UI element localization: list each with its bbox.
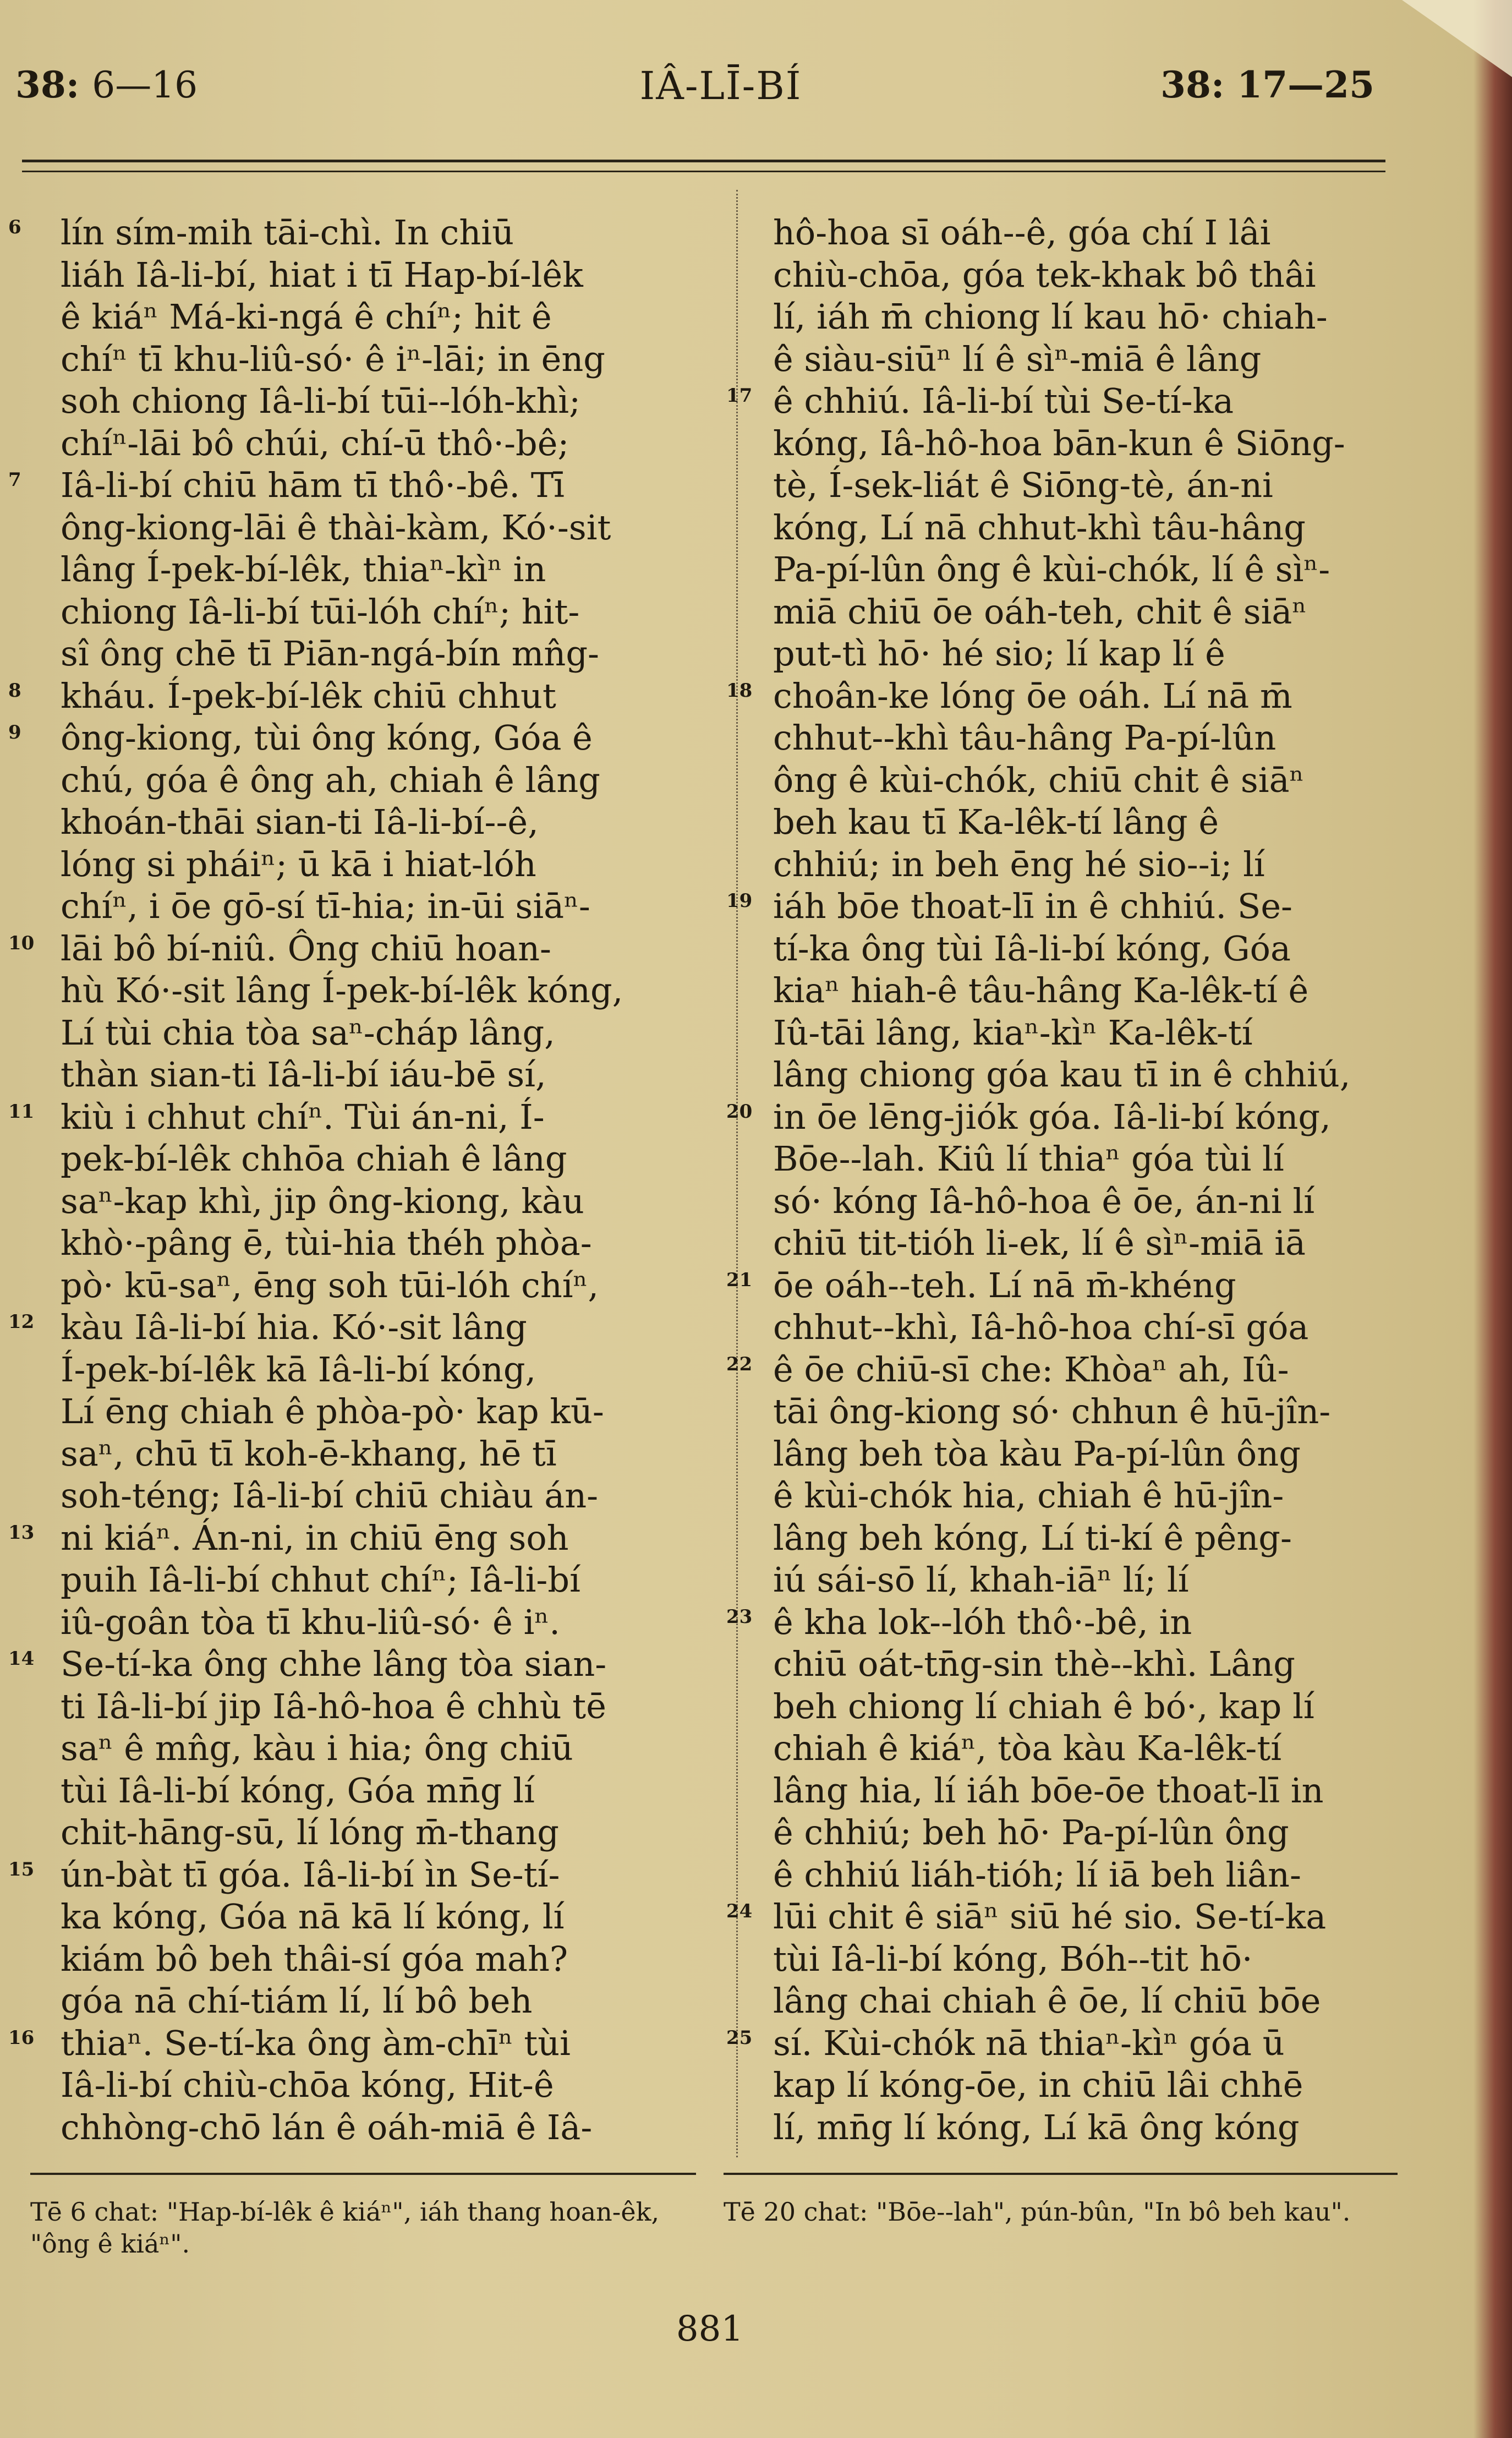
text-line: lóng si pháiⁿ; ū kā i hiat-lóh: [61, 844, 536, 884]
text-line: lín sím-mih tāi-chì. In chiū: [61, 212, 514, 253]
page-edge: [1473, 0, 1512, 2438]
text-line: saⁿ, chū tī koh-ē-khang, hē tī: [61, 1433, 557, 1474]
verse-number: 10: [8, 932, 35, 954]
text-line: chhut--khì tâu-hâng Pa-pí-lûn: [773, 718, 1277, 758]
text-line: lâng chai chiah ê ōe, lí chiū bōe: [773, 1981, 1321, 2021]
text-line: put-tì hō· hé sio; lí kap lí ê: [773, 633, 1225, 674]
verse-number: 18: [726, 679, 753, 702]
text-line: kap lí kóng-ōe, in chiū lâi chhē: [773, 2065, 1303, 2105]
verse-number: 13: [8, 1521, 35, 1544]
text-line: chíⁿ-lāi bô chúi, chí-ū thô·-bê;: [61, 423, 569, 463]
text-line: Lí ēng chiah ê phòa-pò· kap kū-: [61, 1391, 604, 1431]
text-line: hù Kó·-sit lâng Í-pek-bí-lêk kóng,: [61, 970, 623, 1010]
text-line: tè, Í-sek-liát ê Siōng-tè, án-ni: [773, 465, 1273, 505]
verse-number: 17: [726, 385, 753, 407]
verse-number: 22: [726, 1353, 753, 1375]
header-right-reference: 38: 17—25: [1160, 63, 1374, 106]
left-text-column: [8, 212, 693, 2149]
running-header: [0, 63, 1512, 124]
text-line: lāi bô bí-niû. Ông chiū hoan-: [61, 928, 552, 969]
text-line: ông ê kùi-chók, chiū chit ê siāⁿ: [773, 759, 1305, 800]
text-line: ê chhiú; beh hō· Pa-pí-lûn ông: [773, 1812, 1289, 1852]
text-line: in ōe lēng-jiók góa. Iâ-li-bí kóng,: [773, 1096, 1331, 1137]
text-line: ka kóng, Góa nā kā lí kóng, lí: [61, 1896, 565, 1937]
text-line: beh kau tī Ka-lêk-tí lâng ê: [773, 802, 1219, 842]
text-line: lūi chit ê siāⁿ siū hé sio. Se-tí-ka: [773, 1896, 1327, 1937]
text-line: lâng beh tòa kàu Pa-pí-lûn ông: [773, 1433, 1301, 1474]
text-line: lâng hia, lí iáh bōe-ōe thoat-lī in: [773, 1770, 1324, 1811]
text-line: kháu. Í-pek-bí-lêk chiū chhut: [61, 675, 556, 716]
right-text-column: [726, 212, 1395, 2149]
column-divider: [736, 190, 738, 2157]
text-line: chíⁿ, i ōe gō-sí tī-hia; in-ūi siāⁿ-: [61, 886, 590, 926]
text-line: miā chiū ōe oáh-teh, chit ê siāⁿ: [773, 591, 1307, 632]
header-left-range: 6—16: [92, 64, 198, 106]
text-line: só· kóng Iâ-hô-hoa ê ōe, án-ni lí: [773, 1180, 1315, 1221]
text-line: ti Iâ-li-bí jip Iâ-hô-hoa ê chhù tē: [61, 1686, 606, 1726]
text-line: tùi Iâ-li-bí kóng, Góa mn̄g lí: [61, 1770, 535, 1811]
text-line: chhut--khì, Iâ-hô-hoa chí-sī góa: [773, 1307, 1309, 1347]
text-line: beh chiong lí chiah ê bó·, kap lí: [773, 1686, 1314, 1726]
text-line: chiū oát-tn̄g-sin thè--khì. Lâng: [773, 1644, 1295, 1684]
text-line: sí. Kùi-chók nā thiaⁿ-kìⁿ góa ū: [773, 2022, 1285, 2063]
text-line: chiong Iâ-li-bí tūi-lóh chíⁿ; hit-: [61, 591, 580, 632]
text-line: iû-goân tòa tī khu-liû-só· ê iⁿ.: [61, 1601, 560, 1642]
footnote-right-label: Tē 20 chat:: [724, 2197, 868, 2227]
footnote-left-label: Tē 6 chat:: [30, 2197, 159, 2227]
text-line: ê chhiú. Iâ-li-bí tùi Se-tí-ka: [773, 381, 1234, 421]
text-line: pek-bí-lêk chhōa chiah ê lâng: [61, 1139, 567, 1179]
text-line: soh-téng; Iâ-li-bí chiū chiàu án-: [61, 1475, 599, 1516]
text-line: iú sái-sō lí, khah-iāⁿ lí; lí: [773, 1560, 1189, 1600]
header-book-title: IÂ-LĪ-BÍ: [639, 63, 802, 108]
text-line: sî ông chē tī Piān-ngá-bín mn̂g-: [61, 633, 599, 674]
text-line: ê ōe chiū-sī che: Khòaⁿ ah, Iû-: [773, 1349, 1289, 1390]
text-line: ông-kiong, tùi ông kóng, Góa ê: [61, 718, 593, 758]
verse-number: 16: [8, 2026, 35, 2049]
text-line: kiám bô beh thâi-sí góa mah?: [61, 1938, 568, 1979]
text-line: kiù i chhut chíⁿ. Tùi án-ni, Í-: [61, 1096, 545, 1137]
verse-number: 24: [726, 1900, 753, 1922]
verse-number: 21: [726, 1269, 753, 1291]
verse-number: 7: [8, 469, 21, 491]
text-line: tùi Iâ-li-bí kóng, Bóh--tit hō·: [773, 1938, 1253, 1979]
text-line: pò· kū-saⁿ, ēng soh tūi-lóh chíⁿ,: [61, 1265, 599, 1305]
text-line: chit-hāng-sū, lí lóng m̄-thang: [61, 1812, 559, 1852]
verse-number: 20: [726, 1100, 753, 1123]
verse-number: 19: [726, 890, 753, 912]
verse-number: 14: [8, 1648, 35, 1670]
text-line: kàu Iâ-li-bí hia. Kó·-sit lâng: [61, 1307, 527, 1347]
text-line: lí, iáh m̄ chiong lí kau hō· chiah-: [773, 297, 1328, 337]
text-line: ê kùi-chók hia, chiah ê hū-jîn-: [773, 1475, 1284, 1516]
text-line: lâng Í-pek-bí-lêk, thiaⁿ-kìⁿ in: [61, 549, 546, 589]
text-line: Se-tí-ka ông chhe lâng tòa sian-: [61, 1644, 607, 1684]
text-line: chhòng-chō lán ê oáh-miā ê Iâ-: [61, 2107, 593, 2147]
text-line: Pa-pí-lûn ông ê kùi-chók, lí ê sìⁿ-: [773, 549, 1330, 589]
text-line: chíⁿ tī khu-liû-só· ê iⁿ-lāi; in ēng: [61, 338, 605, 379]
text-line: chhiú; in beh ēng hé sio--i; lí: [773, 844, 1265, 884]
page-number: 881: [676, 2309, 744, 2349]
text-line: iáh bōe thoat-lī in ê chhiú. Se-: [773, 886, 1292, 926]
text-line: khò·-pâng ē, tùi-hia théh phòa-: [61, 1223, 592, 1263]
text-line: saⁿ ê mn̂g, kàu i hia; ông chiū: [61, 1728, 573, 1768]
text-line: ún-bàt tī góa. Iâ-li-bí ìn Se-tí-: [61, 1854, 560, 1895]
text-line: saⁿ-kap khì, jip ông-kiong, kàu: [61, 1180, 584, 1221]
text-line: chiū tit-tióh li-ek, lí ê sìⁿ-miā iā: [773, 1223, 1306, 1263]
footnote-left: [30, 2196, 691, 2260]
text-line: lâng chiong góa kau tī in ê chhiú,: [773, 1054, 1351, 1095]
text-line: Lí tùi chia tòa saⁿ-cháp lâng,: [61, 1012, 555, 1053]
text-line: thiaⁿ. Se-tí-ka ông àm-chīⁿ tùi: [61, 2022, 571, 2063]
text-line: hô-hoa sī oáh--ê, góa chí I lâi: [773, 212, 1271, 253]
verse-number: 15: [8, 1858, 35, 1881]
footnote-left-text: "Hap-bí-lêk ê kiáⁿ", iáh thang hoan-êk, "ông ê kiáⁿ".: [30, 2197, 660, 2259]
text-line: Í-pek-bí-lêk kā Iâ-li-bí kóng,: [61, 1349, 536, 1390]
text-line: ê kha lok--lóh thô·-bê, in: [773, 1601, 1192, 1642]
verse-number: 23: [726, 1605, 753, 1628]
text-line: ni kiáⁿ. Án-ni, in chiū ēng soh: [61, 1517, 569, 1558]
text-line: kóng, Iâ-hô-hoa bān-kun ê Siōng-: [773, 423, 1345, 463]
footnote-rule-left: [30, 2173, 696, 2175]
text-line: puih Iâ-li-bí chhut chíⁿ; Iâ-li-bí: [61, 1560, 580, 1600]
text-line: lâng beh kóng, Lí ti-kí ê pêng-: [773, 1517, 1292, 1558]
text-line: Iâ-li-bí chiù-chōa kóng, Hit-ê: [61, 2065, 554, 2105]
text-line: ê chhiú liáh-tióh; lí iā beh liân-: [773, 1854, 1301, 1895]
footnote-right-text: "Bōe--lah", pún-bûn, "In bô beh kau".: [876, 2197, 1351, 2227]
footnote-right: [724, 2196, 1395, 2228]
text-line: chú, góa ê ông ah, chiah ê lâng: [61, 759, 600, 800]
text-line: ông-kiong-lāi ê thài-kàm, Kó·-sit: [61, 507, 611, 548]
text-line: kóng, Lí nā chhut-khì tâu-hâng: [773, 507, 1306, 548]
text-line: Iâ-li-bí chiū hām tī thô·-bê. Tī: [61, 465, 565, 505]
text-line: kiaⁿ hiah-ê tâu-hâng Ka-lêk-tí ê: [773, 970, 1309, 1010]
header-left-chapter: 38:: [15, 63, 80, 106]
footnote-rule-right: [724, 2173, 1398, 2175]
text-line: soh chiong Iâ-li-bí tūi--lóh-khì;: [61, 381, 580, 421]
text-line: liáh Iâ-li-bí, hiat i tī Hap-bí-lêk: [61, 254, 583, 295]
text-line: khoán-thāi sian-ti Iâ-li-bí--ê,: [61, 802, 539, 842]
verse-number: 8: [8, 679, 21, 702]
verse-number: 25: [726, 2026, 753, 2049]
text-line: góa nā chí-tiám lí, lí bô beh: [61, 1981, 533, 2021]
text-line: chiah ê kiáⁿ, tòa kàu Ka-lêk-tí: [773, 1728, 1282, 1768]
text-line: ê kiáⁿ Má-ki-ngá ê chíⁿ; hit ê: [61, 297, 552, 337]
header-rule-thin: [22, 171, 1385, 172]
verse-number: 11: [8, 1100, 35, 1123]
verse-number: 6: [8, 216, 21, 238]
text-line: thàn sian-ti Iâ-li-bí iáu-bē sí,: [61, 1054, 546, 1095]
text-line: lí, mn̄g lí kóng, Lí kā ông kóng: [773, 2107, 1300, 2147]
text-line: tāi ông-kiong só· chhun ê hū-jîn-: [773, 1391, 1331, 1431]
verse-number: 9: [8, 721, 21, 744]
text-line: Iû-tāi lâng, kiaⁿ-kìⁿ Ka-lêk-tí: [773, 1012, 1253, 1053]
text-line: Bōe--lah. Kiû lí thiaⁿ góa tùi lí: [773, 1139, 1284, 1179]
text-line: ōe oáh--teh. Lí nā m̄-khéng: [773, 1265, 1236, 1305]
text-line: chiù-chōa, góa tek-khak bô thâi: [773, 254, 1316, 295]
verse-number: 12: [8, 1311, 35, 1333]
header-left-reference: [15, 63, 198, 106]
text-line: ê siàu-siūⁿ lí ê sìⁿ-miā ê lâng: [773, 338, 1262, 379]
text-line: tí-ka ông tùi Iâ-li-bí kóng, Góa: [773, 928, 1291, 969]
header-rule-thick: [22, 160, 1385, 162]
text-line: choân-ke lóng ōe oáh. Lí nā m̄: [773, 675, 1292, 716]
